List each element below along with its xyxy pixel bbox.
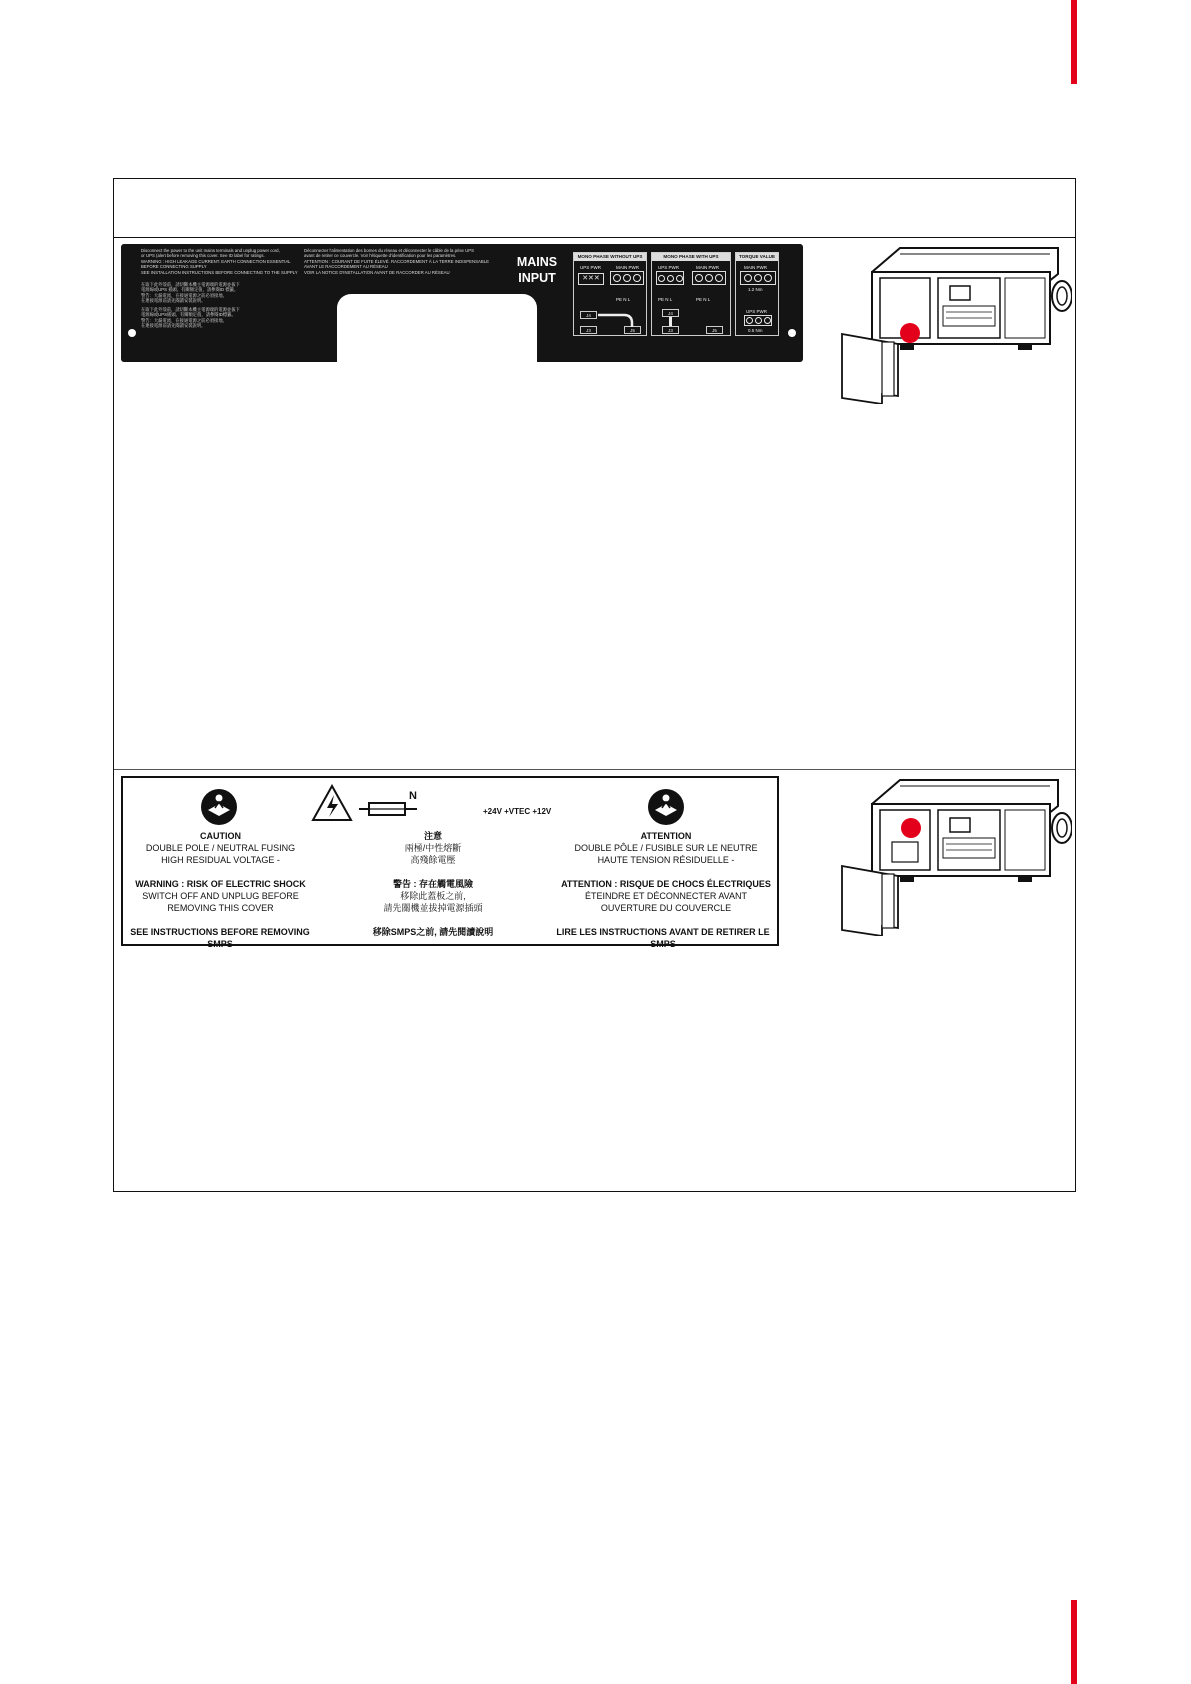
jumper-link-icon xyxy=(669,317,672,326)
ups-pwr-label: UPS PWR xyxy=(658,265,680,270)
instructions-zh: 移除SMPS之前, 請先閱讀說明 xyxy=(372,927,494,937)
projector-illustration-smps xyxy=(840,776,1072,936)
mains-warning-en: Disconnect the power to the unit mains terminals and unplug power cord, or UPS (alert before removing this cover. See ID label for ratings. WARNING : HIGH LEAKAGE CURRENT. EARTH CONNECTION ESSENTIAL BEFORE CONNECTING SUPPLY SEE INSTALLATION INSTRUCTIONS BEFORE CONNECTING TO THE SUPPLY xyxy=(141,248,298,275)
warning-text-fr: ÉTEINDRE ET DÉCONNECTER AVANT OUVERTURE DU COUVERCLE xyxy=(584,891,748,913)
ups-pwr-label: UPS PWR xyxy=(746,309,768,314)
main-terminal-block xyxy=(692,271,726,285)
warning-title-zh: 警告 : 存在觸電風險 xyxy=(393,879,473,889)
mains-warning-zh-2: 在取下此外殼前，請切斷本機主電源端的電源並拔下 電源線或UPS插頭。有關額定值，請參閱ID標籤。 警告：大漏電流，在接通電源之前必須接地。 在連接電源前請先閱讀安裝說明。 xyxy=(141,307,240,329)
pin-labels: PE N L xyxy=(616,297,631,302)
main-terminal-block xyxy=(740,271,776,285)
instructions-fr: LIRE LES INSTRUCTIONS AVANT DE RETIRER LE SMPS xyxy=(556,927,770,949)
mains-warning-zh-1: 在取下此外殼前，請切斷本機主電源端的電源並拔下 電源線或UPS 插頭。有關額定值，請參閱ID 標籤。 警告：大漏電流，在接通電源之前必須接地。 在連接電源前請先閱讀安裝說明。 xyxy=(141,282,240,304)
ups-pwr-label: UPS PWR xyxy=(580,265,602,270)
warning-title-en: WARNING : RISK OF ELECTRIC SHOCK xyxy=(135,879,306,889)
main-terminal-block xyxy=(610,271,644,285)
jumper-cable-icon xyxy=(594,309,638,329)
mounting-hole-right xyxy=(788,329,796,337)
ups-terminal-block xyxy=(656,271,684,285)
projector-illustration-mains xyxy=(840,244,1072,404)
caution-text-en: DOUBLE POLE / NEUTRAL FUSING HIGH RESIDUAL VOLTAGE - xyxy=(145,843,296,865)
label-cutout xyxy=(337,294,537,362)
caution-title-fr: ATTENTION xyxy=(640,831,692,841)
main-pwr-label: MAIN PWR xyxy=(696,265,719,270)
page-edge-marker-top xyxy=(1071,0,1077,84)
read-manual-icon xyxy=(200,788,238,826)
box-caption: TORQUE VALUE xyxy=(736,253,778,261)
instructions-en: SEE INSTRUCTIONS BEFORE REMOVING SMPS xyxy=(130,927,310,949)
main-torque-value: 1.2 Nm xyxy=(748,287,763,292)
wiring-box-with-ups xyxy=(651,252,731,336)
caution-title-en: CAUTION xyxy=(200,831,241,841)
ups-terminal-crossed: ✕✕✕ xyxy=(578,273,604,285)
box-caption: MONO PHASE WITH UPS xyxy=(652,253,730,261)
caution-title-zh: 注意 xyxy=(423,831,442,841)
j4-label: J4 xyxy=(580,311,597,319)
j3-label: J3 xyxy=(662,326,679,334)
read-manual-icon xyxy=(647,788,685,826)
mains-input-title: MAINS INPUT xyxy=(516,255,558,285)
j5-label: J5 xyxy=(624,326,641,334)
mains-warning-fr: Déconnecter l'alimentation des bornes du réseau et déconnecter le câble de la prise UPS avant de retirer ce couvercle. Voir l'étiquette d'identification pour les paramètres. ATTENTION : COURANT DE FUITE ÉLEVÉ. RACCORDEMENT À LA TERRE INDISPENSABLE AVANT LE RACCORDEMENT AU RÉSEAU VOIR LA NOTICE D'INSTALLATION AVANT DE RACCORDER AU RÉSEAU xyxy=(304,248,489,275)
caution-text-zh: 兩極/中性熔斷 高殘餘電壓 xyxy=(404,843,462,865)
fuse-neutral-label: N xyxy=(409,790,417,802)
row-divider xyxy=(114,769,1075,770)
voltage-rails: +24V +VTEC +12V xyxy=(483,807,552,816)
warning-text-zh: 移除此蓋板之前, 請先關機並拔掉電源插頭 xyxy=(383,891,483,913)
box-caption: MONO PHASE WITHOUT UPS xyxy=(574,253,646,261)
pin-labels-ups: PE N L xyxy=(658,297,673,302)
wiring-box-without-ups xyxy=(573,252,647,336)
high-voltage-warning-icon xyxy=(311,784,353,822)
main-pwr-label: MAIN PWR xyxy=(616,265,639,270)
page-edge-marker-bottom xyxy=(1071,1600,1077,1684)
j4-label: J4 xyxy=(662,309,679,317)
location-marker xyxy=(901,818,921,838)
header-divider xyxy=(114,237,1075,238)
mains-input-label xyxy=(121,244,803,362)
smps-warning-label xyxy=(121,776,779,949)
caution-text-fr: DOUBLE PÔLE / FUSIBLE SUR LE NEUTRE HAUTE TENSION RÉSIDUELLE - xyxy=(574,843,758,865)
torque-value-box xyxy=(735,252,779,336)
warning-text-en: SWITCH OFF AND UNPLUG BEFORE REMOVING THIS COVER xyxy=(142,891,299,913)
location-marker xyxy=(900,323,920,343)
j3-label: J3 xyxy=(580,326,597,334)
main-pwr-label: MAIN PWR xyxy=(744,265,767,270)
ups-torque-value: 0.5 Nm xyxy=(748,328,763,333)
j5-label: J5 xyxy=(706,326,723,334)
pin-labels-main: PE N L xyxy=(696,297,711,302)
warning-title-fr: ATTENTION : RISQUE DE CHOCS ÉLECTRIQUES xyxy=(561,879,771,889)
mounting-hole-left xyxy=(128,329,136,337)
ups-terminal-block xyxy=(744,315,772,326)
